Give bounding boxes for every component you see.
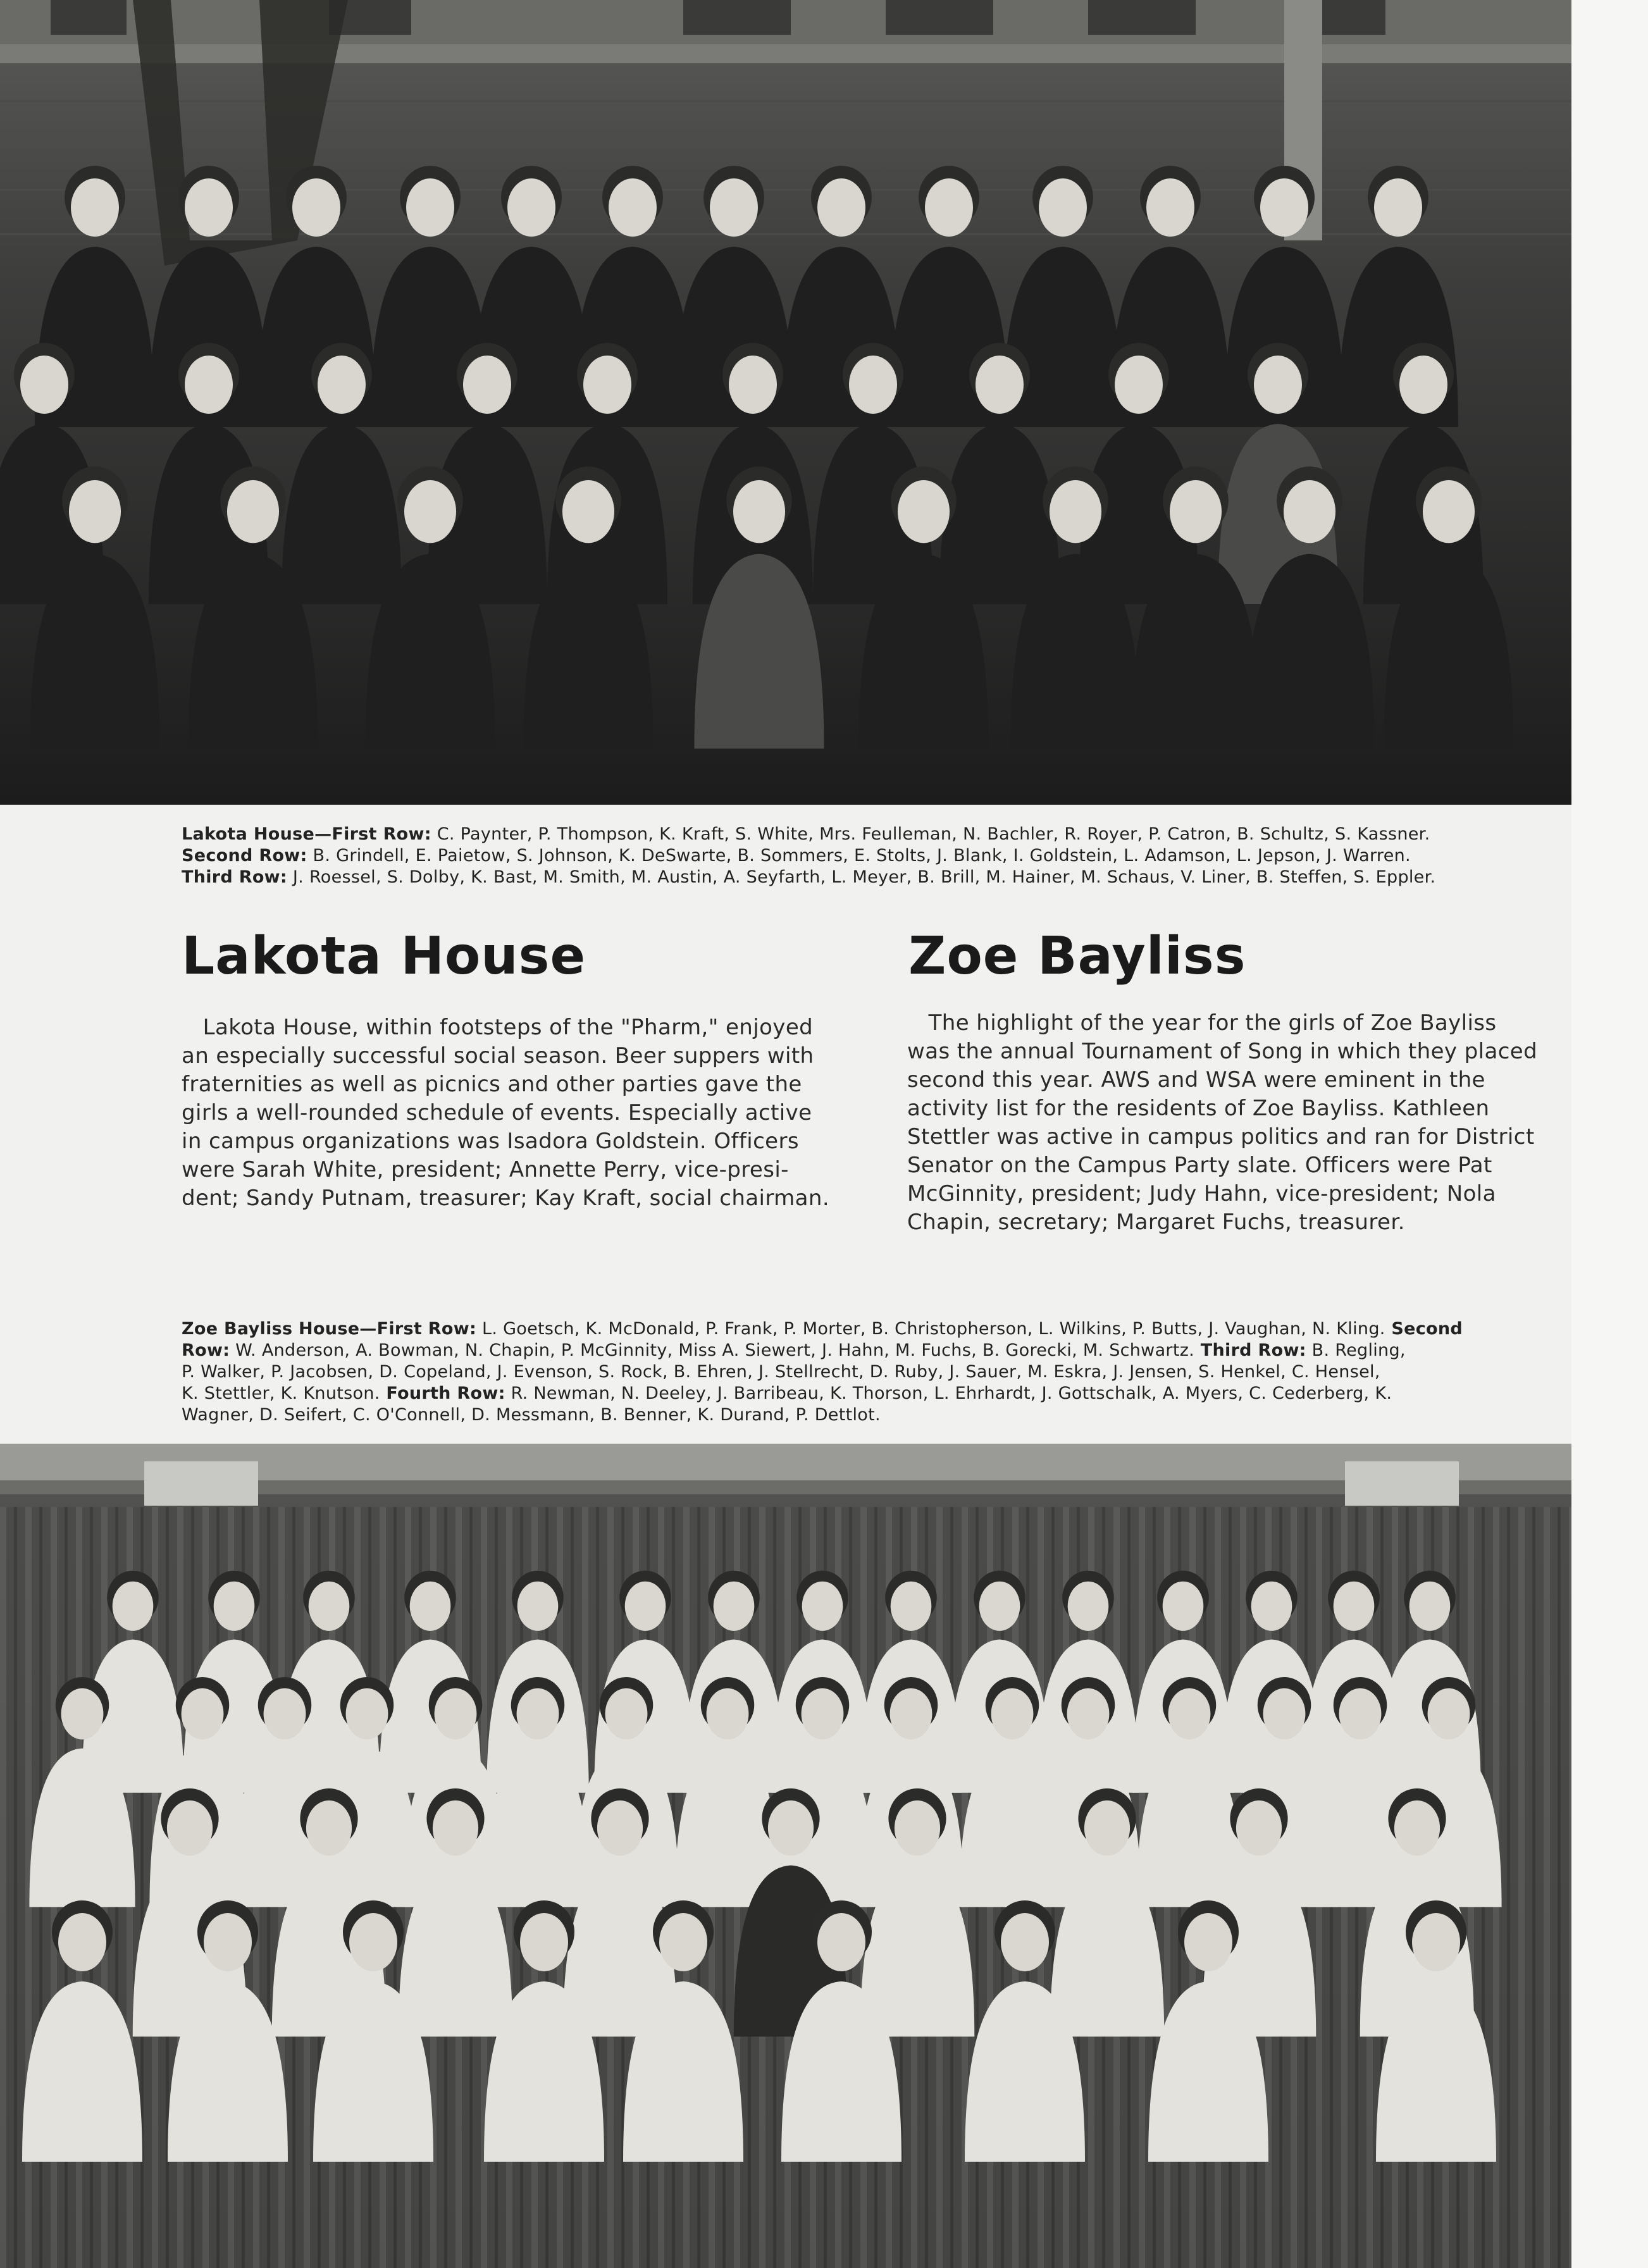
lakota-group-photo <box>0 0 1571 805</box>
lakota-photo-caption <box>182 824 1573 888</box>
lakota-heading: Lakota House <box>182 926 586 986</box>
face <box>891 1582 932 1631</box>
face <box>58 1913 106 1971</box>
text-line: in campus organizations was Isadora Goldstein. Officers <box>182 1129 799 1154</box>
text-line: girls a well-rounded schedule of events. Especially active <box>182 1100 812 1125</box>
face <box>1115 356 1163 414</box>
face <box>69 480 121 543</box>
face <box>185 178 233 237</box>
face <box>1374 178 1422 237</box>
face <box>895 1800 940 1856</box>
face <box>1409 1582 1451 1631</box>
text-line: dent; Sandy Putnam, treasurer; Kay Kraft, social chairman. <box>182 1186 830 1211</box>
lakota-article <box>182 1013 850 1213</box>
face <box>1039 178 1087 237</box>
face <box>890 1689 932 1740</box>
zoe-bayliss-group-photo <box>0 1444 1571 2268</box>
caption-line: K. Stettler, K. Knutson. Fourth Row: R. Newman, N. Deeley, J. Barribeau, K. Thorson, L. Ehrhardt, J. Gottschalk, A. Myers, C. Cederberg, K. <box>182 1384 1392 1403</box>
face <box>1334 1582 1375 1631</box>
face <box>768 1800 814 1856</box>
text-line: McGinnity, president; Judy Hahn, vice-president; Nola <box>907 1181 1496 1206</box>
face <box>729 356 777 414</box>
text-line: an especially successful social season. Beer suppers with <box>182 1043 814 1069</box>
text-line: fraternities as well as picnics and other parties gave the <box>182 1072 802 1097</box>
face <box>71 178 119 237</box>
face <box>517 1582 559 1631</box>
face <box>898 480 950 543</box>
face <box>1184 1913 1232 1971</box>
face <box>113 1582 154 1631</box>
face <box>817 178 865 237</box>
face <box>707 1689 749 1740</box>
face <box>817 1913 865 1971</box>
caption-line: Second Row: B. Grindell, E. Paietow, S. Johnson, K. DeSwarte, B. Sommers, E. Stolts, J. Blank, I. Goldstein, L. Adamson, L. Jepson, J. Warren. <box>182 846 1411 865</box>
face <box>463 356 511 414</box>
face <box>1428 1689 1470 1740</box>
face <box>625 1582 666 1631</box>
face <box>659 1913 707 1971</box>
face <box>214 1582 255 1631</box>
face <box>1084 1800 1130 1856</box>
face <box>1412 1913 1460 1971</box>
text-line: Lakota House, within footsteps of the "Pharm," enjoyed <box>182 1015 814 1040</box>
face <box>1263 1689 1306 1740</box>
text-line: Senator on the Campus Party slate. Officers were Pat <box>907 1153 1492 1178</box>
face <box>185 356 233 414</box>
caption-line: Third Row: J. Roessel, S. Dolby, K. Bast, M. Smith, M. Austin, A. Seyfarth, L. Meyer, B. Brill, M. Hainer, M. Schaus, V. Liner, B. Steffen, S. Eppler. <box>182 867 1436 887</box>
caption-line: Zoe Bayliss House—First Row: L. Goetsch, K. McDonald, P. Frank, P. Morter, B. Christopherson, L. Wilkins, P. Butts, J. Vaughan, N. Kling. Second <box>182 1319 1463 1339</box>
face <box>309 1582 350 1631</box>
face <box>710 178 758 237</box>
face <box>349 1913 397 1971</box>
face <box>1339 1689 1382 1740</box>
face <box>1394 1800 1440 1856</box>
caption-line: P. Walker, P. Jacobsen, D. Copeland, J. Evenson, S. Rock, B. Ehren, J. Stellrecht, D. Ruby, J. Sauer, M. Eskra, J. Jensen, S. Henkel, C. Hensel, <box>182 1362 1380 1382</box>
caption-line: Wagner, D. Seifert, C. O'Connell, D. Messmann, B. Benner, K. Durand, P. Dettlot. <box>182 1405 881 1425</box>
face <box>435 1689 477 1740</box>
face <box>733 480 785 543</box>
face <box>433 1800 478 1856</box>
text-line: The highlight of the year for the girls of Zoe Bayliss <box>907 1010 1497 1036</box>
face <box>1067 1689 1110 1740</box>
page-margin <box>1571 0 1648 2268</box>
text-line: second this year. AWS and WSA were eminent in the <box>907 1067 1485 1093</box>
face <box>714 1582 755 1631</box>
face <box>318 356 366 414</box>
face <box>227 480 279 543</box>
caption-line: Lakota House—First Row: C. Paynter, P. Thompson, K. Kraft, S. White, Mrs. Feulleman, N. Bachler, R. Royer, P. Catron, B. Schultz, S. Kassner. <box>182 824 1430 844</box>
face <box>517 1689 559 1740</box>
face <box>520 1913 568 1971</box>
face <box>507 178 555 237</box>
face <box>597 1800 643 1856</box>
face <box>1284 480 1335 543</box>
face <box>292 178 340 237</box>
face <box>1146 178 1194 237</box>
face <box>410 1582 451 1631</box>
face <box>61 1689 104 1740</box>
face <box>583 356 631 414</box>
face <box>1423 480 1475 543</box>
face <box>1254 356 1302 414</box>
zoe-bayliss-article <box>907 1009 1577 1237</box>
face <box>182 1689 224 1740</box>
face <box>849 356 897 414</box>
face <box>346 1689 388 1740</box>
face <box>306 1800 352 1856</box>
caption-line: Row: W. Anderson, A. Bowman, N. Chapin, P. McGinnity, Miss A. Siewert, J. Hahn, M. Fuchs, B. Gorecki, M. Schwartz. Third Row: B. Regling, <box>182 1341 1406 1360</box>
face <box>979 1582 1020 1631</box>
face <box>562 480 614 543</box>
face <box>264 1689 306 1740</box>
text-line: activity list for the residents of Zoe Bayliss. Kathleen <box>907 1096 1490 1121</box>
face <box>609 178 657 237</box>
zoe-bayliss-photo-caption <box>182 1318 1573 1426</box>
face <box>1260 178 1308 237</box>
face <box>1168 1689 1211 1740</box>
face <box>1236 1800 1282 1856</box>
face <box>1001 1913 1049 1971</box>
face <box>406 178 454 237</box>
face <box>802 1582 843 1631</box>
face <box>802 1689 844 1740</box>
face <box>1050 480 1101 543</box>
text-line: was the annual Tournament of Song in which they placed <box>907 1039 1538 1064</box>
face <box>1068 1582 1109 1631</box>
face <box>20 356 68 414</box>
face <box>976 356 1024 414</box>
face <box>605 1689 648 1740</box>
face <box>1251 1582 1292 1631</box>
face <box>925 178 973 237</box>
face <box>167 1800 213 1856</box>
face <box>204 1913 252 1971</box>
face <box>404 480 456 543</box>
text-line: Stettler was active in campus politics and ran for District <box>907 1124 1535 1149</box>
face <box>1399 356 1447 414</box>
zoe-bayliss-heading: Zoe Bayliss <box>908 926 1246 986</box>
face <box>991 1689 1034 1740</box>
face <box>1163 1582 1204 1631</box>
face <box>1170 480 1222 543</box>
text-line: were Sarah White, president; Annette Perry, vice-presi- <box>182 1157 789 1182</box>
text-line: Chapin, secretary; Margaret Fuchs, treasurer. <box>907 1210 1405 1235</box>
